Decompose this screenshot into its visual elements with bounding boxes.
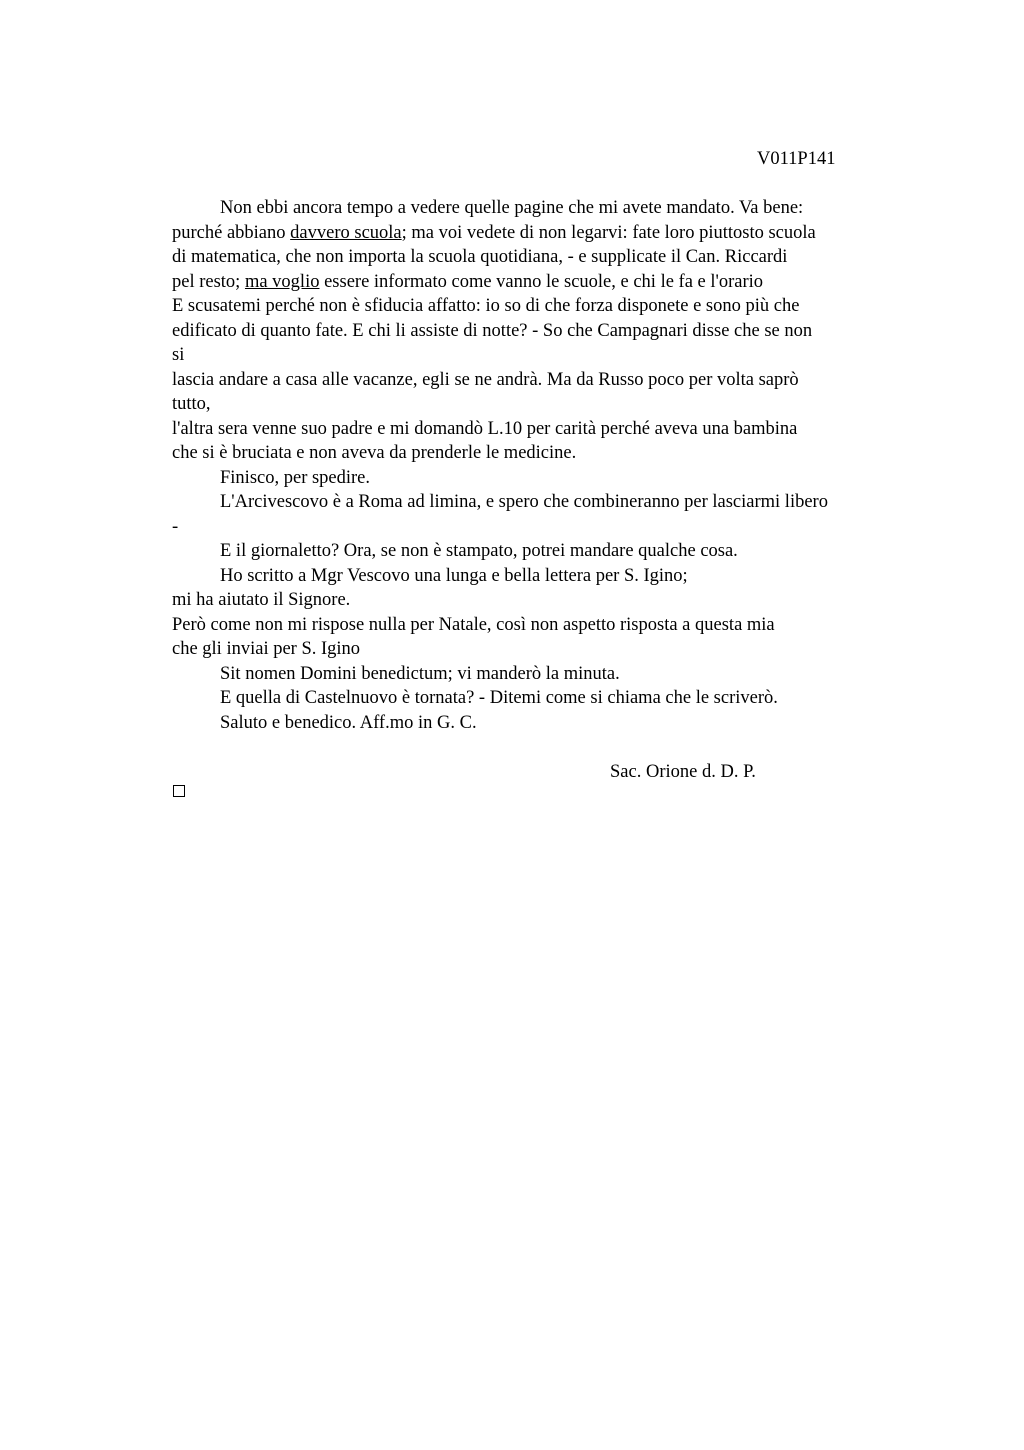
text-line: Finisco, per spedire. (220, 467, 371, 488)
text-line: tutto, (172, 394, 211, 414)
text-line: si (172, 345, 185, 365)
text-line: Però come non mi rispose nulla per Natale, così non aspetto risposta a questa mia (172, 614, 775, 635)
text-line: edificato di quanto fate. E chi li assiste di notte? - So che Campagnari disse che se non (172, 320, 813, 341)
text-line: mi ha aiutato il Signore. (172, 590, 351, 610)
text-line: di matematica, che non importa la scuola quotidiana, - e supplicate il Can. Riccardi (172, 247, 788, 267)
blank-line (172, 735, 912, 760)
text-line: pel resto; ma voglio essere informato come vanno le scuole, e chi le fa e l'orario (172, 271, 764, 292)
text-line: che gli inviai per S. Igino (172, 639, 361, 659)
underlined-text: davvero scuola (290, 222, 402, 243)
text-line: Ho scritto a Mgr Vescovo una lunga e bella lettera per S. Igino; (220, 565, 688, 586)
text-line: purché abbiano davvero scuola; ma voi vedete di non legarvi: fate loro piuttosto scuola (172, 222, 816, 243)
text-line: Saluto e benedico. Aff.mo in G. C. (220, 712, 477, 733)
text-line: - (172, 516, 179, 537)
text-line: l'altra sera venne suo padre e mi domandò L.10 per carità perché aveva una bambina (172, 418, 798, 439)
text-line: L'Arcivescovo è a Roma ad limina, e spero che combineranno per lasciarmi libero (220, 492, 828, 512)
text-line: che si è bruciata e non aveva da prenderle le medicine. (172, 443, 577, 463)
checkbox-square-icon (173, 785, 185, 797)
letter-body (172, 196, 912, 784)
text-line: E scusatemi perché non è sfiducia affatto: io so di che forza disponete e sono più che (172, 296, 800, 316)
document-reference: V011P141 (757, 149, 836, 169)
text-line: Non ebbi ancora tempo a vedere quelle pagine che mi avete mandato. Va bene: (220, 198, 804, 218)
text-line: E il giornaletto? Ora, se non è stampato, potrei mandare qualche cosa. (220, 541, 738, 561)
text-line: E quella di Castelnuovo è tornata? - Ditemi come si chiama che le scriverò. (220, 688, 778, 708)
text-line: lascia andare a casa alle vacanze, egli se ne andrà. Ma da Russo poco per volta saprò (172, 369, 799, 390)
text-line: Sit nomen Domini benedictum; vi manderò la minuta. (220, 663, 620, 684)
signature: Sac. Orione d. D. P. (610, 761, 756, 782)
underlined-text: ma voglio (244, 271, 320, 292)
